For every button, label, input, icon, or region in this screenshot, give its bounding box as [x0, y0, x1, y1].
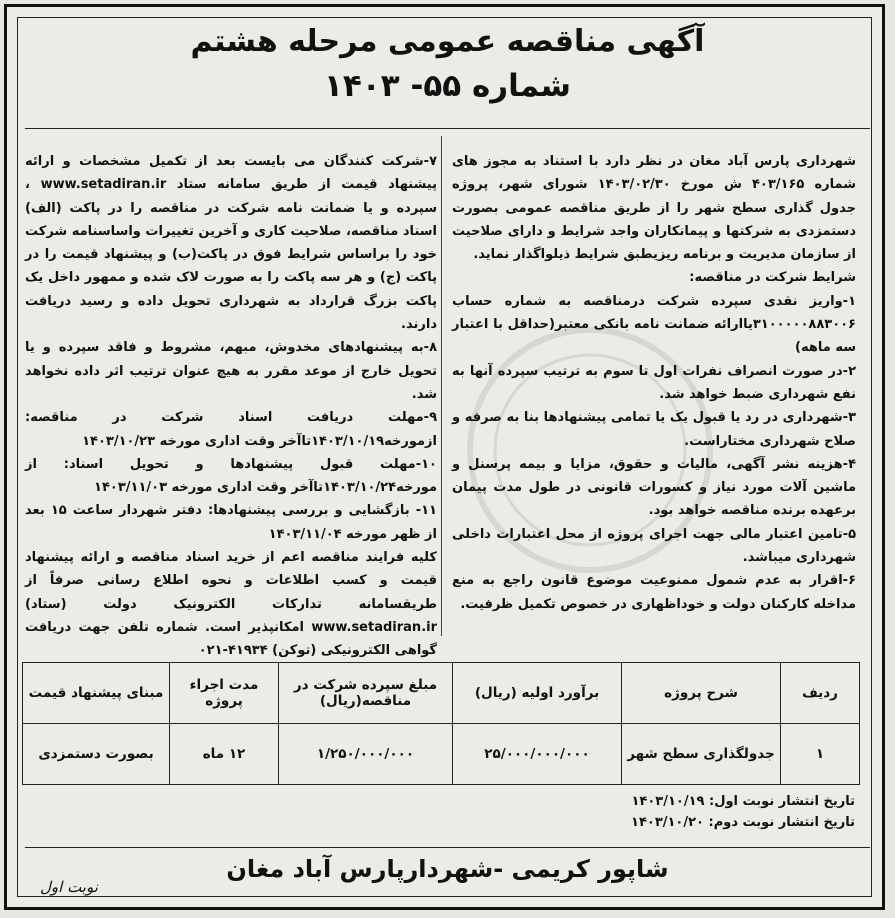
condition-2: ۲-در صورت انصراف نفرات اول تا سوم به ترتیب سپرده آنها به نفع شهرداری ضبط خواهد شد. [452, 363, 856, 402]
condition-7: ۷-شرکت کنندگان می بایست بعد از تکمیل مشخصات و ارائه پیشنهاد قیمت از طریق سامانه ستاد www.setadiran.ir ، سپرده و یا ضمانت نامه شرکت در مناقصه را در پاکت (الف) اسناد مناقصه، صلاحیت کاری و آخرین تغییرات واساسنامه شرکت خود را براساس شرایط فوق در پاکت(ب) و پیشنهاد قیمت را در پاکت (ج) و هر سه پاکت را به صورت لاک شده و ممهور داخل یک پاکت بزرگ قرارداد به شهرداری تحویل داده و رسید دریافت دارند. [25, 154, 437, 333]
header-estimate: برآورد اولیه (ریال) [453, 663, 622, 724]
cell-price-basis: بصورت دستمزدی [23, 724, 170, 785]
signature-divider [25, 847, 870, 848]
header-price-basis: مبنای پیشنهاد قیمت [23, 663, 170, 724]
condition-11: ۱۱- بازگشایی و بررسی پیشنهادها: دفتر شهردار ساعت ۱۵ بعد از ظهر مورخه ۱۴۰۳/۱۱/۰۴ [25, 503, 437, 542]
cell-duration: ۱۲ ماه [170, 724, 279, 785]
notice-number: شماره ۵۵- ۱۴۰۳ [323, 68, 572, 104]
header-deposit: مبلغ سپرده شرکت در مناقصه(ریال) [279, 663, 453, 724]
cell-row-number: ۱ [781, 724, 860, 785]
condition-1: ۱-واریز نقدی سپرده شرکت درمناقصه به شماره حساب ۳۱۰۰۰۰۰۸۸۳۰۰۶یاارائه ضمانت نامه بانکی معتبر(حداقل با اعتبار سه ماهه) [452, 293, 856, 356]
condition-5: ۵-تامین اعتبار مالی جهت اجرای پروژه از محل اعتبارات داخلی شهرداری میباشد. [452, 526, 856, 566]
right-column [452, 150, 856, 616]
header-project: شرح پروژه [622, 663, 781, 724]
process-note: کلیه فرایند مناقصه اعم از خرید اسناد مناقصه و ارائه پیشنهاد قیمت و کسب اطلاعات و نحوه اطلاع رسانی صرفاً از طریقسامانه تدارکات الکترونیک دولت (ستاد) www.setadiran.ir امکانپذیر است. شماره تلفن جهت دریافت گواهی الکترونیکی (توکن) ۴۱۹۳۴-۰۲۱ [25, 550, 437, 659]
table-row [23, 724, 860, 785]
tender-table [22, 662, 860, 785]
condition-9: ۹-مهلت دریافت اسناد شرکت در مناقصه: ازمورخه۱۴۰۳/۱۰/۱۹تاآخر وقت اداری مورخه ۱۴۰۳/۱۰/۲۳ [25, 410, 437, 449]
conditions-heading: شرایط شرکت در مناقصه: [689, 270, 856, 286]
turn-label: نوبت اول [40, 878, 98, 896]
condition-10: ۱۰-مهلت قبول پیشنهادها و تحویل اسناد: از مورخه۱۴۰۳/۱۰/۲۴تاآخر وقت اداری مورخه ۱۴۰۳/۱۱/۰۳ [25, 456, 437, 496]
condition-3: ۳-شهرداری در رد یا قبول یک یا تمامی پیشنهادها بنا به صرفه و صلاح شهرداری مختاراست. [452, 410, 856, 449]
table-header-row [23, 663, 860, 724]
left-column [25, 150, 437, 663]
header-duration: مدت اجراء پروژه [170, 663, 279, 724]
signature: شاپور کریمی -شهردارپارس آباد مغان [226, 855, 669, 883]
header-row-number: ردیف [781, 663, 860, 724]
publication-date-second: تاریخ انتشار نوبت دوم: ۱۴۰۳/۱۰/۲۰ [631, 815, 855, 830]
cell-estimate: ۲۵/۰۰۰/۰۰۰/۰۰۰ [453, 724, 622, 785]
title-divider [25, 128, 870, 129]
notice-title: آگهی مناقصه عمومی مرحله هشتم [190, 24, 705, 59]
condition-8: ۸-به پیشنهادهای مخدوش، مبهم، مشروط و فاقد سپرده و یا تحویل خارج از موعد مقرر به هیچ عنوان ترتیب اثر داده نخواهد شد. [25, 340, 437, 402]
condition-6: ۶-اقرار به عدم شمول ممنوعیت موضوع قانون راجع به منع مداخله کارکنان دولت و خوداظهاری در خصوص تکمیل ظرفیت. [452, 573, 856, 612]
column-divider [441, 136, 442, 636]
intro-paragraph: شهرداری پارس آباد مغان در نظر دارد با استناد به مجوز های شماره ۴۰۳/۱۶۵ ش مورخ ۱۴۰۳/۰۲/۳۰ شورای شهر، پروژه جدول گذاری سطح شهر را از طریق مناقصه عمومی بصورت دستمزدی به شرکتها و پیمانکاران واجد شرایط و دارای صلاحیت از سازمان مدیریت و برنامه ریزیطبق شرایط ذیلواگذار نماید. [452, 154, 856, 263]
cell-project: جدولگذاری سطح شهر [622, 724, 781, 785]
cell-deposit: ۱/۲۵۰/۰۰۰/۰۰۰ [279, 724, 453, 785]
publication-date-first: تاریخ انتشار نوبت اول: ۱۴۰۳/۱۰/۱۹ [631, 794, 855, 809]
condition-4: ۴-هزینه نشر آگهی، مالیات و حقوق، مزایا و بیمه پرسنل و ماشین آلات مورد نیاز و کسورات قانونی در طول مدت پیمان برعهده برنده مناقصه خواهد بود. [452, 456, 856, 519]
